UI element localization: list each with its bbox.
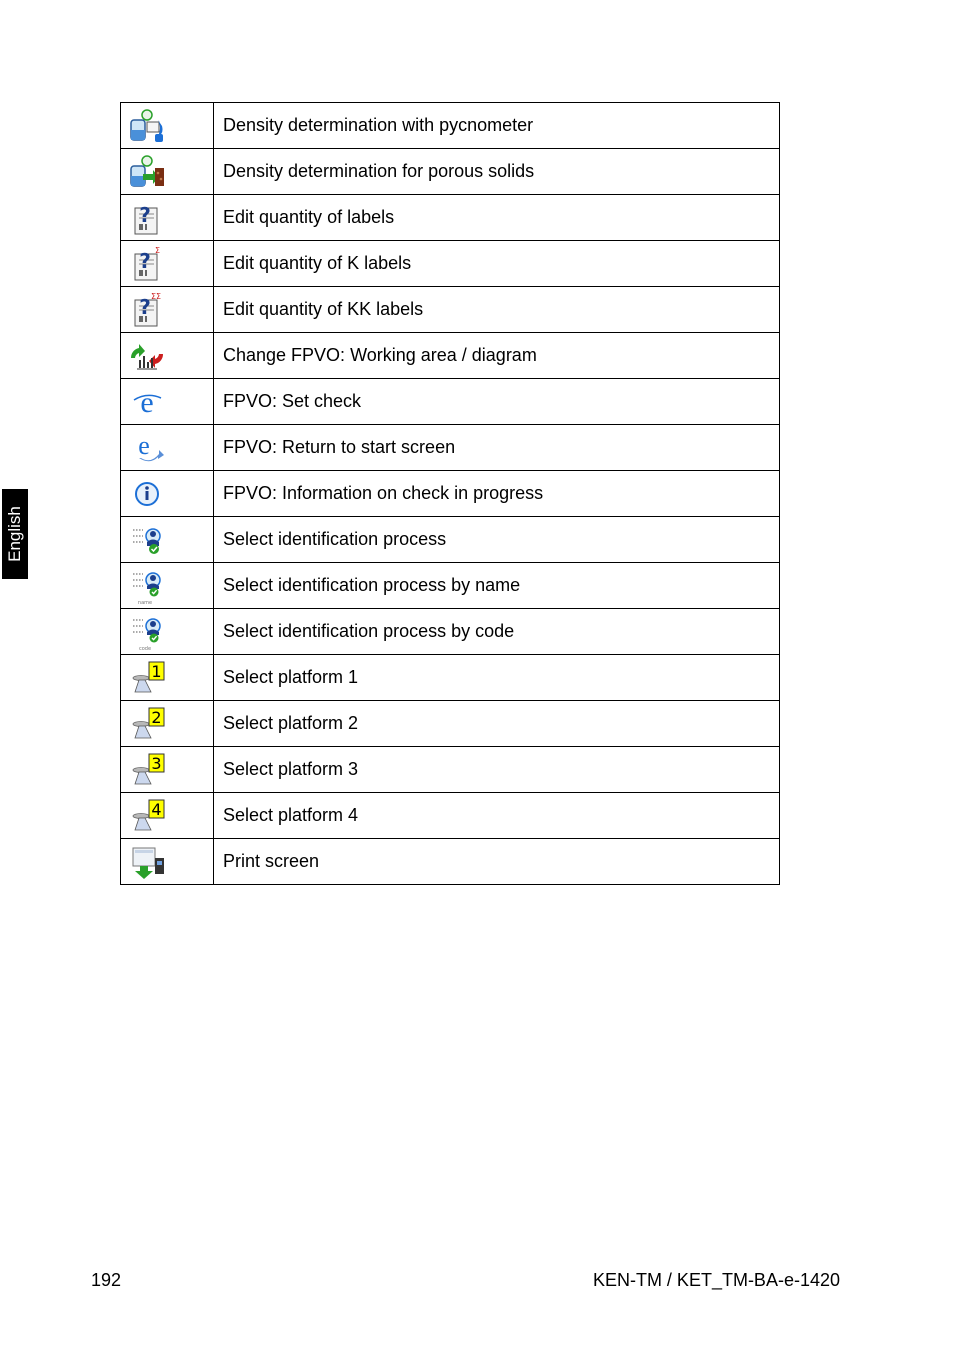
table-row — [121, 379, 780, 425]
icon-sublabel: code — [138, 645, 152, 652]
table-row — [121, 793, 780, 839]
platform-badge: 4 — [151, 799, 162, 819]
row-label: Density determination for porous solids — [214, 149, 780, 195]
fpvo-return-start-icon — [127, 428, 167, 468]
table-row — [121, 609, 780, 655]
svg-text:e: e — [138, 430, 150, 460]
edit-k-labels-quantity-icon — [127, 244, 167, 284]
function-table — [120, 102, 780, 885]
page-number: 192 — [91, 1270, 122, 1290]
row-label: Select identification process — [214, 517, 780, 563]
icon-sublabel: name — [137, 599, 153, 606]
table-row — [121, 287, 780, 333]
row-label: Density determination with pycnometer — [214, 103, 780, 149]
identification-by-name-icon — [127, 566, 167, 606]
row-label: Select identification process by code — [214, 609, 780, 655]
language-tab — [2, 489, 28, 579]
table-row — [121, 471, 780, 517]
row-label: Print screen — [214, 839, 780, 885]
density-pycnometer-icon — [127, 106, 167, 146]
svg-text:?: ? — [139, 202, 151, 227]
fpvo-information-icon — [127, 474, 167, 514]
document-id: KEN-TM / KET_TM-BA-e-1420 — [592, 1270, 840, 1290]
table-row — [121, 149, 780, 195]
row-label: Select platform 3 — [214, 747, 780, 793]
platform-badge: 2 — [151, 707, 162, 727]
table-row — [121, 839, 780, 885]
svg-text:ΣΣ: ΣΣ — [151, 291, 162, 301]
fpvo-set-check-icon — [127, 382, 167, 422]
svg-text:?: ? — [139, 294, 151, 319]
row-label: Select platform 2 — [214, 701, 780, 747]
platform-1-icon — [127, 658, 167, 698]
edit-kk-labels-quantity-icon — [127, 290, 167, 330]
density-porous-solids-icon — [127, 152, 167, 192]
table-row — [121, 103, 780, 149]
row-label: Edit quantity of K labels — [214, 241, 780, 287]
table-row — [121, 333, 780, 379]
row-label: Select platform 1 — [214, 655, 780, 701]
platform-4-icon — [127, 796, 167, 836]
table-row — [121, 241, 780, 287]
svg-text:Σ: Σ — [155, 245, 161, 255]
platform-badge: 3 — [151, 753, 162, 773]
row-label: FPVO: Set check — [214, 379, 780, 425]
print-screen-icon — [127, 842, 167, 882]
table-row — [121, 655, 780, 701]
table-row — [121, 517, 780, 563]
platform-2-icon — [127, 704, 167, 744]
svg-text:e: e — [140, 385, 154, 419]
table-row — [121, 195, 780, 241]
table-row — [121, 425, 780, 471]
table-row — [121, 747, 780, 793]
row-label: Select identification process by name — [214, 563, 780, 609]
language-tab-label: English — [5, 506, 25, 562]
row-label: Change FPVO: Working area / diagram — [214, 333, 780, 379]
platform-3-icon — [127, 750, 167, 790]
change-fpvo-view-icon — [127, 336, 167, 376]
row-label: Edit quantity of KK labels — [214, 287, 780, 333]
platform-badge: 1 — [151, 661, 162, 681]
identification-by-code-icon — [127, 612, 167, 652]
svg-text:?: ? — [139, 248, 151, 273]
row-label: Edit quantity of labels — [214, 195, 780, 241]
row-label: FPVO: Return to start screen — [214, 425, 780, 471]
table-row — [121, 701, 780, 747]
table-row — [121, 563, 780, 609]
edit-labels-quantity-icon — [127, 198, 167, 238]
row-label: FPVO: Information on check in progress — [214, 471, 780, 517]
row-label: Select platform 4 — [214, 793, 780, 839]
identification-process-icon — [127, 520, 167, 560]
